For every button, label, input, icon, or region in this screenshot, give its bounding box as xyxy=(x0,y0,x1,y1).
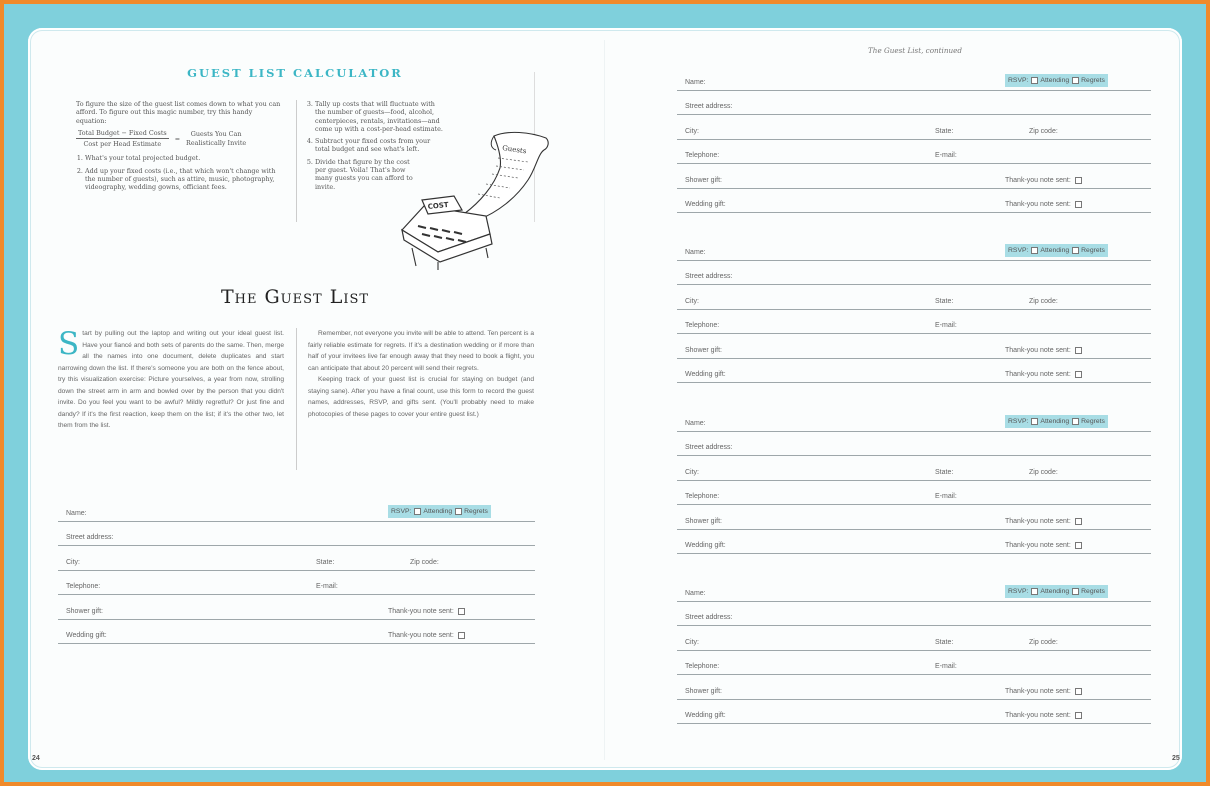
regrets-checkbox[interactable] xyxy=(1072,588,1079,595)
guest-form xyxy=(677,66,1151,213)
calculator-step: 4. Subtract your fixed costs from your total budget and see what's left. xyxy=(315,137,446,154)
zip-label: Zip code: xyxy=(1029,468,1058,476)
body-column-2 xyxy=(308,328,534,420)
thank-you-checkbox[interactable] xyxy=(1075,688,1082,695)
email-label: E-mail: xyxy=(935,663,957,670)
thank-you-label: Thank-you note sent: xyxy=(388,607,454,615)
guest-form xyxy=(677,577,1151,724)
rsvp-box xyxy=(1005,74,1108,87)
formula-result-line-1: Guests You Can xyxy=(190,130,242,139)
city-row xyxy=(677,626,1151,651)
zip-label: Zip code: xyxy=(1029,638,1058,646)
rsvp-label: RSVP: xyxy=(391,507,412,515)
city-label: City: xyxy=(685,638,699,646)
wedding-gift-row xyxy=(677,530,1151,555)
calculator-step: 1. What's your total projected budget. xyxy=(85,154,284,162)
telephone-label: Telephone: xyxy=(66,583,101,590)
telephone-row xyxy=(677,140,1151,165)
rsvp-label: RSVP: xyxy=(1008,76,1029,84)
drop-cap: S xyxy=(58,326,80,362)
city-label: City: xyxy=(685,127,699,135)
body-paragraph: Remember, not everyone you invite will be able to attend. Ten percent is a fairly reliable estimate for regrets. If it's a destination wedding or if more than half of your invitees live far enough away that they need to book a flight, you can anticipate that about 20 percent will send their regrets. xyxy=(308,330,534,372)
street-label: Street address: xyxy=(66,534,114,541)
state-label: State: xyxy=(935,468,954,476)
street-label: Street address: xyxy=(685,103,733,110)
shower-gift-row xyxy=(58,595,535,620)
regrets-checkbox[interactable] xyxy=(455,508,462,515)
telephone-row xyxy=(677,481,1151,506)
wedding-gift-label: Wedding gift: xyxy=(685,542,726,549)
thank-you-label: Thank-you note sent: xyxy=(1005,371,1071,378)
city-row xyxy=(58,546,535,571)
state-label: State: xyxy=(316,558,335,566)
state-label: State: xyxy=(935,127,954,135)
thank-you-label: Thank-you note sent: xyxy=(1005,517,1071,525)
guest-form xyxy=(677,236,1151,383)
rsvp-box xyxy=(1005,415,1108,428)
name-label: Name: xyxy=(685,78,706,86)
page-title: The Guest List xyxy=(220,286,370,308)
running-head: The Guest List, continued xyxy=(868,46,962,55)
formula-fraction xyxy=(76,129,169,149)
shower-gift-label: Shower gift: xyxy=(685,176,722,184)
city-row xyxy=(677,285,1151,310)
street-label: Street address: xyxy=(685,614,733,621)
thank-you-label: Thank-you note sent: xyxy=(1005,687,1071,695)
street-row xyxy=(677,432,1151,457)
wedding-gift-label: Wedding gift: xyxy=(685,371,726,378)
formula-denominator: Cost per Head Estimate xyxy=(83,140,162,149)
telephone-label: Telephone: xyxy=(685,152,720,159)
formula-result xyxy=(186,130,246,147)
city-label: City: xyxy=(685,468,699,476)
formula-equals: = xyxy=(174,134,181,143)
calculator-step: 3. Tally up costs that will fluctuate with the number of guests—food, alcohol, centerpieces, rentals, invitations—and come up with a cost-per-head estimate. xyxy=(315,100,446,133)
rsvp-box xyxy=(388,505,491,518)
rsvp-label: RSVP: xyxy=(1008,246,1029,254)
regrets-label: Regrets xyxy=(464,507,488,515)
state-label: State: xyxy=(935,638,954,646)
body-column-divider xyxy=(296,328,297,470)
attending-label: Attending xyxy=(423,507,453,515)
body-column-1 xyxy=(58,328,284,432)
wedding-gift-row xyxy=(677,189,1151,214)
name-row xyxy=(677,236,1151,261)
receipt-text: Guests xyxy=(501,144,527,156)
state-label: State: xyxy=(935,297,954,305)
thank-you-checkbox[interactable] xyxy=(1075,542,1082,549)
email-label: E-mail: xyxy=(935,493,957,500)
street-row xyxy=(677,261,1151,286)
formula-result-line-2: Realistically Invite xyxy=(186,138,247,147)
email-label: E-mail: xyxy=(935,152,957,159)
city-label: City: xyxy=(66,558,80,566)
rsvp-box xyxy=(1005,585,1108,598)
shower-gift-label: Shower gift: xyxy=(685,517,722,525)
name-row xyxy=(677,407,1151,432)
name-label: Name: xyxy=(66,509,87,517)
street-row xyxy=(677,91,1151,116)
page-number-right: 25 xyxy=(1172,755,1180,762)
regrets-label: Regrets xyxy=(1081,76,1105,84)
shower-gift-label: Shower gift: xyxy=(685,346,722,354)
wedding-gift-label: Wedding gift: xyxy=(66,632,107,639)
name-label: Name: xyxy=(685,419,706,427)
rsvp-label: RSVP: xyxy=(1008,417,1029,425)
body-paragraph: tart by pulling out the laptop and writing out your ideal guest list. Have your fiancé and both sets of parents do the same. Then, merge all the names into one document, delete duplicates and start narrowing down the list. If there's someone you are both on the fence about, try this visualization exercise: Picture yourselves, a year from now, strolling down the street arm in arm and bowled over by the person that you didn't invite. Do you feel you want to be awful? Mildly regretful? Or just fine and dandy? If it's the first reaction, keep them on the list; if it's the other two, let them from the list. xyxy=(58,330,284,429)
thank-you-label: Thank-you note sent: xyxy=(1005,712,1071,719)
shower-gift-label: Shower gift: xyxy=(685,687,722,695)
telephone-label: Telephone: xyxy=(685,663,720,670)
attending-checkbox[interactable] xyxy=(414,508,421,515)
shower-gift-row xyxy=(677,675,1151,700)
wedding-gift-label: Wedding gift: xyxy=(685,201,726,208)
calculator-title: GUEST LIST CALCULATOR xyxy=(187,66,403,80)
telephone-label: Telephone: xyxy=(685,322,720,329)
page-number-left: 24 xyxy=(32,755,40,762)
calculator-step: 2. Add up your fixed costs (i.e., that which won't change with the number of guests), such as attire, music, photography, videography, wedding gowns, officiant fees. xyxy=(85,167,284,192)
attending-checkbox[interactable] xyxy=(1031,588,1038,595)
thank-you-checkbox[interactable] xyxy=(458,608,465,615)
attending-label: Attending xyxy=(1040,587,1070,595)
thank-you-checkbox[interactable] xyxy=(1075,347,1082,354)
thank-you-checkbox[interactable] xyxy=(1075,371,1082,378)
street-row xyxy=(58,522,535,547)
attending-checkbox[interactable] xyxy=(1031,418,1038,425)
telephone-row xyxy=(58,571,535,596)
rsvp-box xyxy=(1005,244,1108,257)
regrets-checkbox[interactable] xyxy=(1072,247,1079,254)
wedding-gift-row xyxy=(677,700,1151,725)
shower-gift-row xyxy=(677,334,1151,359)
page-gutter xyxy=(604,40,605,760)
city-row xyxy=(677,115,1151,140)
attending-label: Attending xyxy=(1040,76,1070,84)
calculator-intro: To figure the size of the guest list comes down to what you can afford. To figure out this magic number, try this handy equation: xyxy=(76,100,281,125)
thank-you-checkbox[interactable] xyxy=(458,632,465,639)
regrets-checkbox[interactable] xyxy=(1072,418,1079,425)
street-row xyxy=(677,602,1151,627)
shower-gift-label: Shower gift: xyxy=(66,607,103,615)
telephone-row xyxy=(677,310,1151,335)
thank-you-label: Thank-you note sent: xyxy=(1005,346,1071,354)
name-row xyxy=(677,66,1151,91)
zip-label: Zip code: xyxy=(410,558,439,566)
calculator-step: 5. Divide that figure by the cost per guest. Voila! That's how many guests you can afford to invite. xyxy=(315,158,419,191)
name-row xyxy=(677,577,1151,602)
zip-label: Zip code: xyxy=(1029,127,1058,135)
regrets-label: Regrets xyxy=(1081,587,1105,595)
regrets-checkbox[interactable] xyxy=(1072,77,1079,84)
telephone-label: Telephone: xyxy=(685,493,720,500)
thank-you-label: Thank-you note sent: xyxy=(1005,542,1071,549)
email-label: E-mail: xyxy=(316,583,338,590)
name-label: Name: xyxy=(685,248,706,256)
guest-form xyxy=(677,407,1151,554)
regrets-label: Regrets xyxy=(1081,246,1105,254)
wedding-gift-row xyxy=(58,620,535,645)
street-label: Street address: xyxy=(685,273,733,280)
city-row xyxy=(677,456,1151,481)
thank-you-checkbox[interactable] xyxy=(1075,201,1082,208)
calculator-left-column xyxy=(76,100,284,196)
name-label: Name: xyxy=(685,589,706,597)
street-label: Street address: xyxy=(685,444,733,451)
rsvp-label: RSVP: xyxy=(1008,587,1029,595)
body-paragraph: Keeping track of your guest list is crucial for staying on budget (and staying sane). After you have a final count, use this form to record the guest names, addresses, RSVP, and gifts sent. (You'll probably need to make photocopies of these pages to cover your entire guest list.) xyxy=(308,376,534,418)
thank-you-checkbox[interactable] xyxy=(1075,177,1082,184)
cash-register-illustration xyxy=(398,128,560,274)
attending-label: Attending xyxy=(1040,246,1070,254)
regrets-label: Regrets xyxy=(1081,417,1105,425)
calculator-column-divider xyxy=(296,100,297,222)
thank-you-checkbox[interactable] xyxy=(1075,712,1082,719)
name-row xyxy=(58,497,535,522)
thank-you-label: Thank-you note sent: xyxy=(388,632,454,639)
thank-you-label: Thank-you note sent: xyxy=(1005,176,1071,184)
email-label: E-mail: xyxy=(935,322,957,329)
thank-you-checkbox[interactable] xyxy=(1075,518,1082,525)
calculator-formula xyxy=(76,129,284,149)
shower-gift-row xyxy=(677,164,1151,189)
attending-checkbox[interactable] xyxy=(1031,77,1038,84)
shower-gift-row xyxy=(677,505,1151,530)
register-display-text: COST xyxy=(427,200,450,211)
thank-you-label: Thank-you note sent: xyxy=(1005,201,1071,208)
zip-label: Zip code: xyxy=(1029,297,1058,305)
attending-label: Attending xyxy=(1040,417,1070,425)
wedding-gift-label: Wedding gift: xyxy=(685,712,726,719)
formula-numerator: Total Budget − Fixed Costs xyxy=(76,129,169,139)
guest-form xyxy=(58,497,535,644)
city-label: City: xyxy=(685,297,699,305)
attending-checkbox[interactable] xyxy=(1031,247,1038,254)
wedding-gift-row xyxy=(677,359,1151,384)
telephone-row xyxy=(677,651,1151,676)
